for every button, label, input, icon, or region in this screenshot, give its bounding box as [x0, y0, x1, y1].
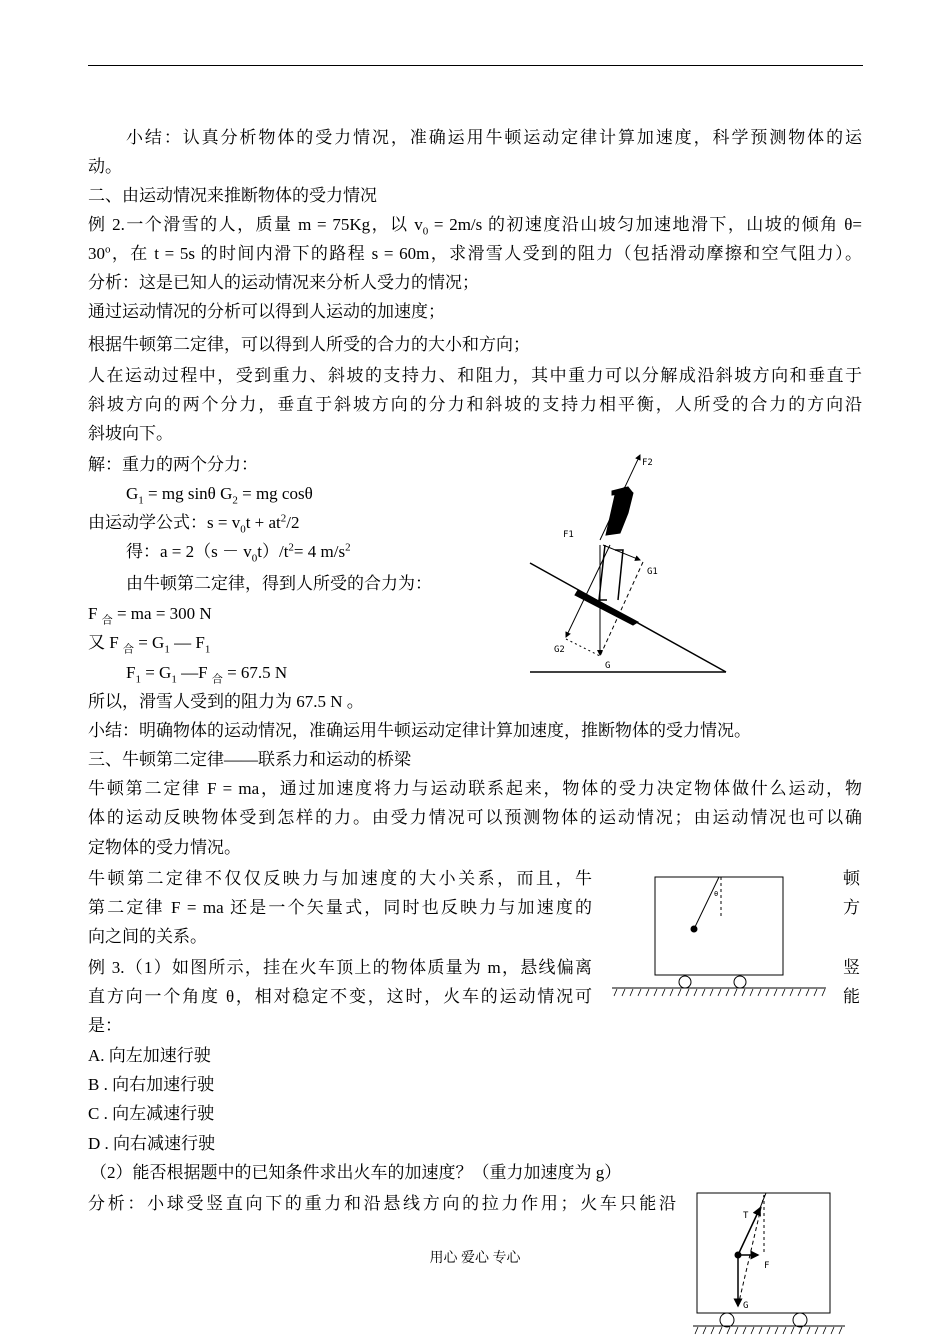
- text-segment: 由牛顿第二定律，得到人所受的合力为：: [126, 574, 432, 593]
- text-segment: = mg sinθ G: [143, 484, 233, 503]
- side-char: 方: [843, 898, 860, 917]
- text-segment: 体的运动反映物体受到怎样的力。由受力情况可以预测物体的运动情况；由运动情况也可以确: [88, 808, 862, 827]
- text-segment: t）/t: [257, 542, 289, 561]
- text-segment: A. 向左加速行驶: [88, 1046, 211, 1065]
- text-segment: 二、由运动情况来推断物体的受力情况: [88, 186, 377, 205]
- text-segment: F: [88, 604, 102, 623]
- label-f: F: [764, 1261, 770, 1271]
- page-footer: 用心 爱心 专心: [429, 1251, 521, 1266]
- text-segment: 小结：明确物体的运动情况，准确运用牛顿运动定律计算加速度，推断物体的受力情况。: [88, 721, 751, 740]
- text-segment: o: [105, 243, 111, 256]
- text-segment: 又 F: [88, 633, 123, 652]
- text-segment: 由运动学公式：s = v: [88, 513, 241, 532]
- text-segment: 解：重力的两个分力：: [88, 455, 258, 474]
- text-segment: /2: [286, 513, 300, 532]
- text-segment: —F: [176, 663, 212, 682]
- text-segment: C . 向左减速行驶: [88, 1104, 215, 1123]
- text-segment: （2）能否根据题中的已知条件求出火车的加速度？（重力加速度为 g）: [90, 1163, 622, 1182]
- text-segment: 例 2.一个滑雪的人，质量 m = 75Kg，以 v: [88, 215, 423, 234]
- text-segment: 30: [88, 244, 105, 263]
- text-segment: 向之间的关系。: [88, 927, 207, 946]
- text-segment: F: [126, 663, 136, 682]
- text-segment: 1: [135, 673, 141, 686]
- train-pendulum-diagram: [612, 877, 826, 996]
- text-segment: 小结：认真分析物体的受力情况，准确运用牛顿运动定律计算加速度，科学预测物体的运: [126, 128, 862, 147]
- text-segment: = G: [133, 633, 165, 652]
- label-g: G: [605, 661, 611, 671]
- side-char: 竖: [843, 958, 860, 977]
- text-segment: 定物体的受力情况。: [88, 838, 241, 857]
- text-segment: = ma = 300 N: [112, 604, 212, 623]
- text-segment: 1: [138, 494, 144, 507]
- text-segment: 斜坡向下。: [88, 424, 173, 443]
- text-segment: 动。: [88, 157, 122, 176]
- text-segment: 牛顿第二定律不仅仅反映力与加速度的大小关系，而且，牛: [88, 869, 592, 888]
- text-segment: 牛顿第二定律 F = ma，通过加速度将力与运动联系起来，物体的受力决定物体做什么运动，物: [88, 779, 862, 798]
- label-g2: G2: [554, 645, 565, 655]
- label-g1: G1: [647, 567, 658, 577]
- text-segment: 合: [122, 643, 134, 656]
- text-segment: D . 向右减速行驶: [88, 1134, 216, 1153]
- text-segment: 合: [101, 614, 113, 627]
- text-segment: = 67.5 N: [222, 663, 288, 682]
- text-segment: = 2m/s 的初速度沿山坡匀加速地滑下，山坡的倾角 θ=: [428, 215, 862, 234]
- label-t: T: [743, 1211, 749, 1221]
- text-segment: 1: [171, 673, 177, 686]
- text-segment: 1: [164, 643, 170, 656]
- label-f2: F2: [642, 458, 653, 468]
- text-segment: 2: [232, 494, 238, 507]
- text-segment: B . 向右加速行驶: [88, 1075, 215, 1094]
- text-segment: 例 3.（1）如图所示，挂在火车顶上的物体质量为 m，悬线偏离: [88, 958, 592, 977]
- text-segment: 分析：这是已知人的运动情况来分析人受力的情况；: [88, 273, 479, 292]
- text-segment: 合: [211, 673, 223, 686]
- text-segment: 0: [422, 225, 429, 236]
- text-segment: ，在 t = 5s 的时间内滑下的路程 s = 60m，求滑雪人受到的阻力（包括滑动摩擦和空气阻力）。: [110, 244, 862, 263]
- text-segment: = 4 m/s: [293, 542, 346, 561]
- text-segment: 2: [280, 512, 287, 525]
- text-segment: 直方向一个角度 θ，相对稳定不变，这时，火车的运动情况可: [88, 987, 592, 1006]
- text-segment: 人在运动过程中，受到重力、斜坡的支持力、和阻力，其中重力可以分解成沿斜坡方向和垂直于: [88, 366, 862, 385]
- side-char: 顿: [843, 869, 860, 888]
- text-segment: 三、牛顿第二定律——联系力和运动的桥梁: [88, 750, 411, 769]
- skier-force-diagram: [530, 455, 726, 672]
- text-segment: G: [126, 484, 139, 503]
- label-g-force: G: [743, 1301, 749, 1311]
- text-segment: = mg cosθ: [237, 484, 313, 503]
- text-segment: 分析：小球受竖直向下的重力和沿悬线方向的拉力作用；火车只能沿: [88, 1194, 676, 1213]
- text-segment: 1: [204, 643, 211, 656]
- text-segment: t + at: [245, 513, 281, 532]
- text-segment: 斜坡方向的两个分力，垂直于斜坡方向的分力和斜坡的支持力相平衡，人所受的合力的方向沿: [88, 395, 862, 414]
- text-segment: 2: [345, 541, 351, 554]
- side-char: 能: [843, 987, 860, 1006]
- text-segment: 所以，滑雪人受到的阻力为 67.5 N 。: [88, 692, 364, 711]
- label-f1: F1: [563, 530, 574, 540]
- text-segment: — F: [169, 633, 205, 652]
- text-segment: 是：: [88, 1016, 122, 1035]
- text-segment: 通过运动情况的分析可以得到人运动的加速度；: [88, 302, 445, 321]
- text-segment: 0: [240, 523, 246, 536]
- text-segment: 0: [251, 552, 258, 565]
- label-theta: θ: [714, 890, 719, 898]
- text-segment: 第二定律 F = ma 还是一个矢量式，同时也反映力与加速度的: [88, 898, 592, 917]
- text-segment: = G: [140, 663, 172, 682]
- text-segment: 得：a = 2（s － v: [126, 542, 252, 561]
- text-segment: 2: [288, 541, 294, 554]
- text-segment: 根据牛顿第二定律，可以得到人所受的合力的大小和方向；: [88, 335, 530, 354]
